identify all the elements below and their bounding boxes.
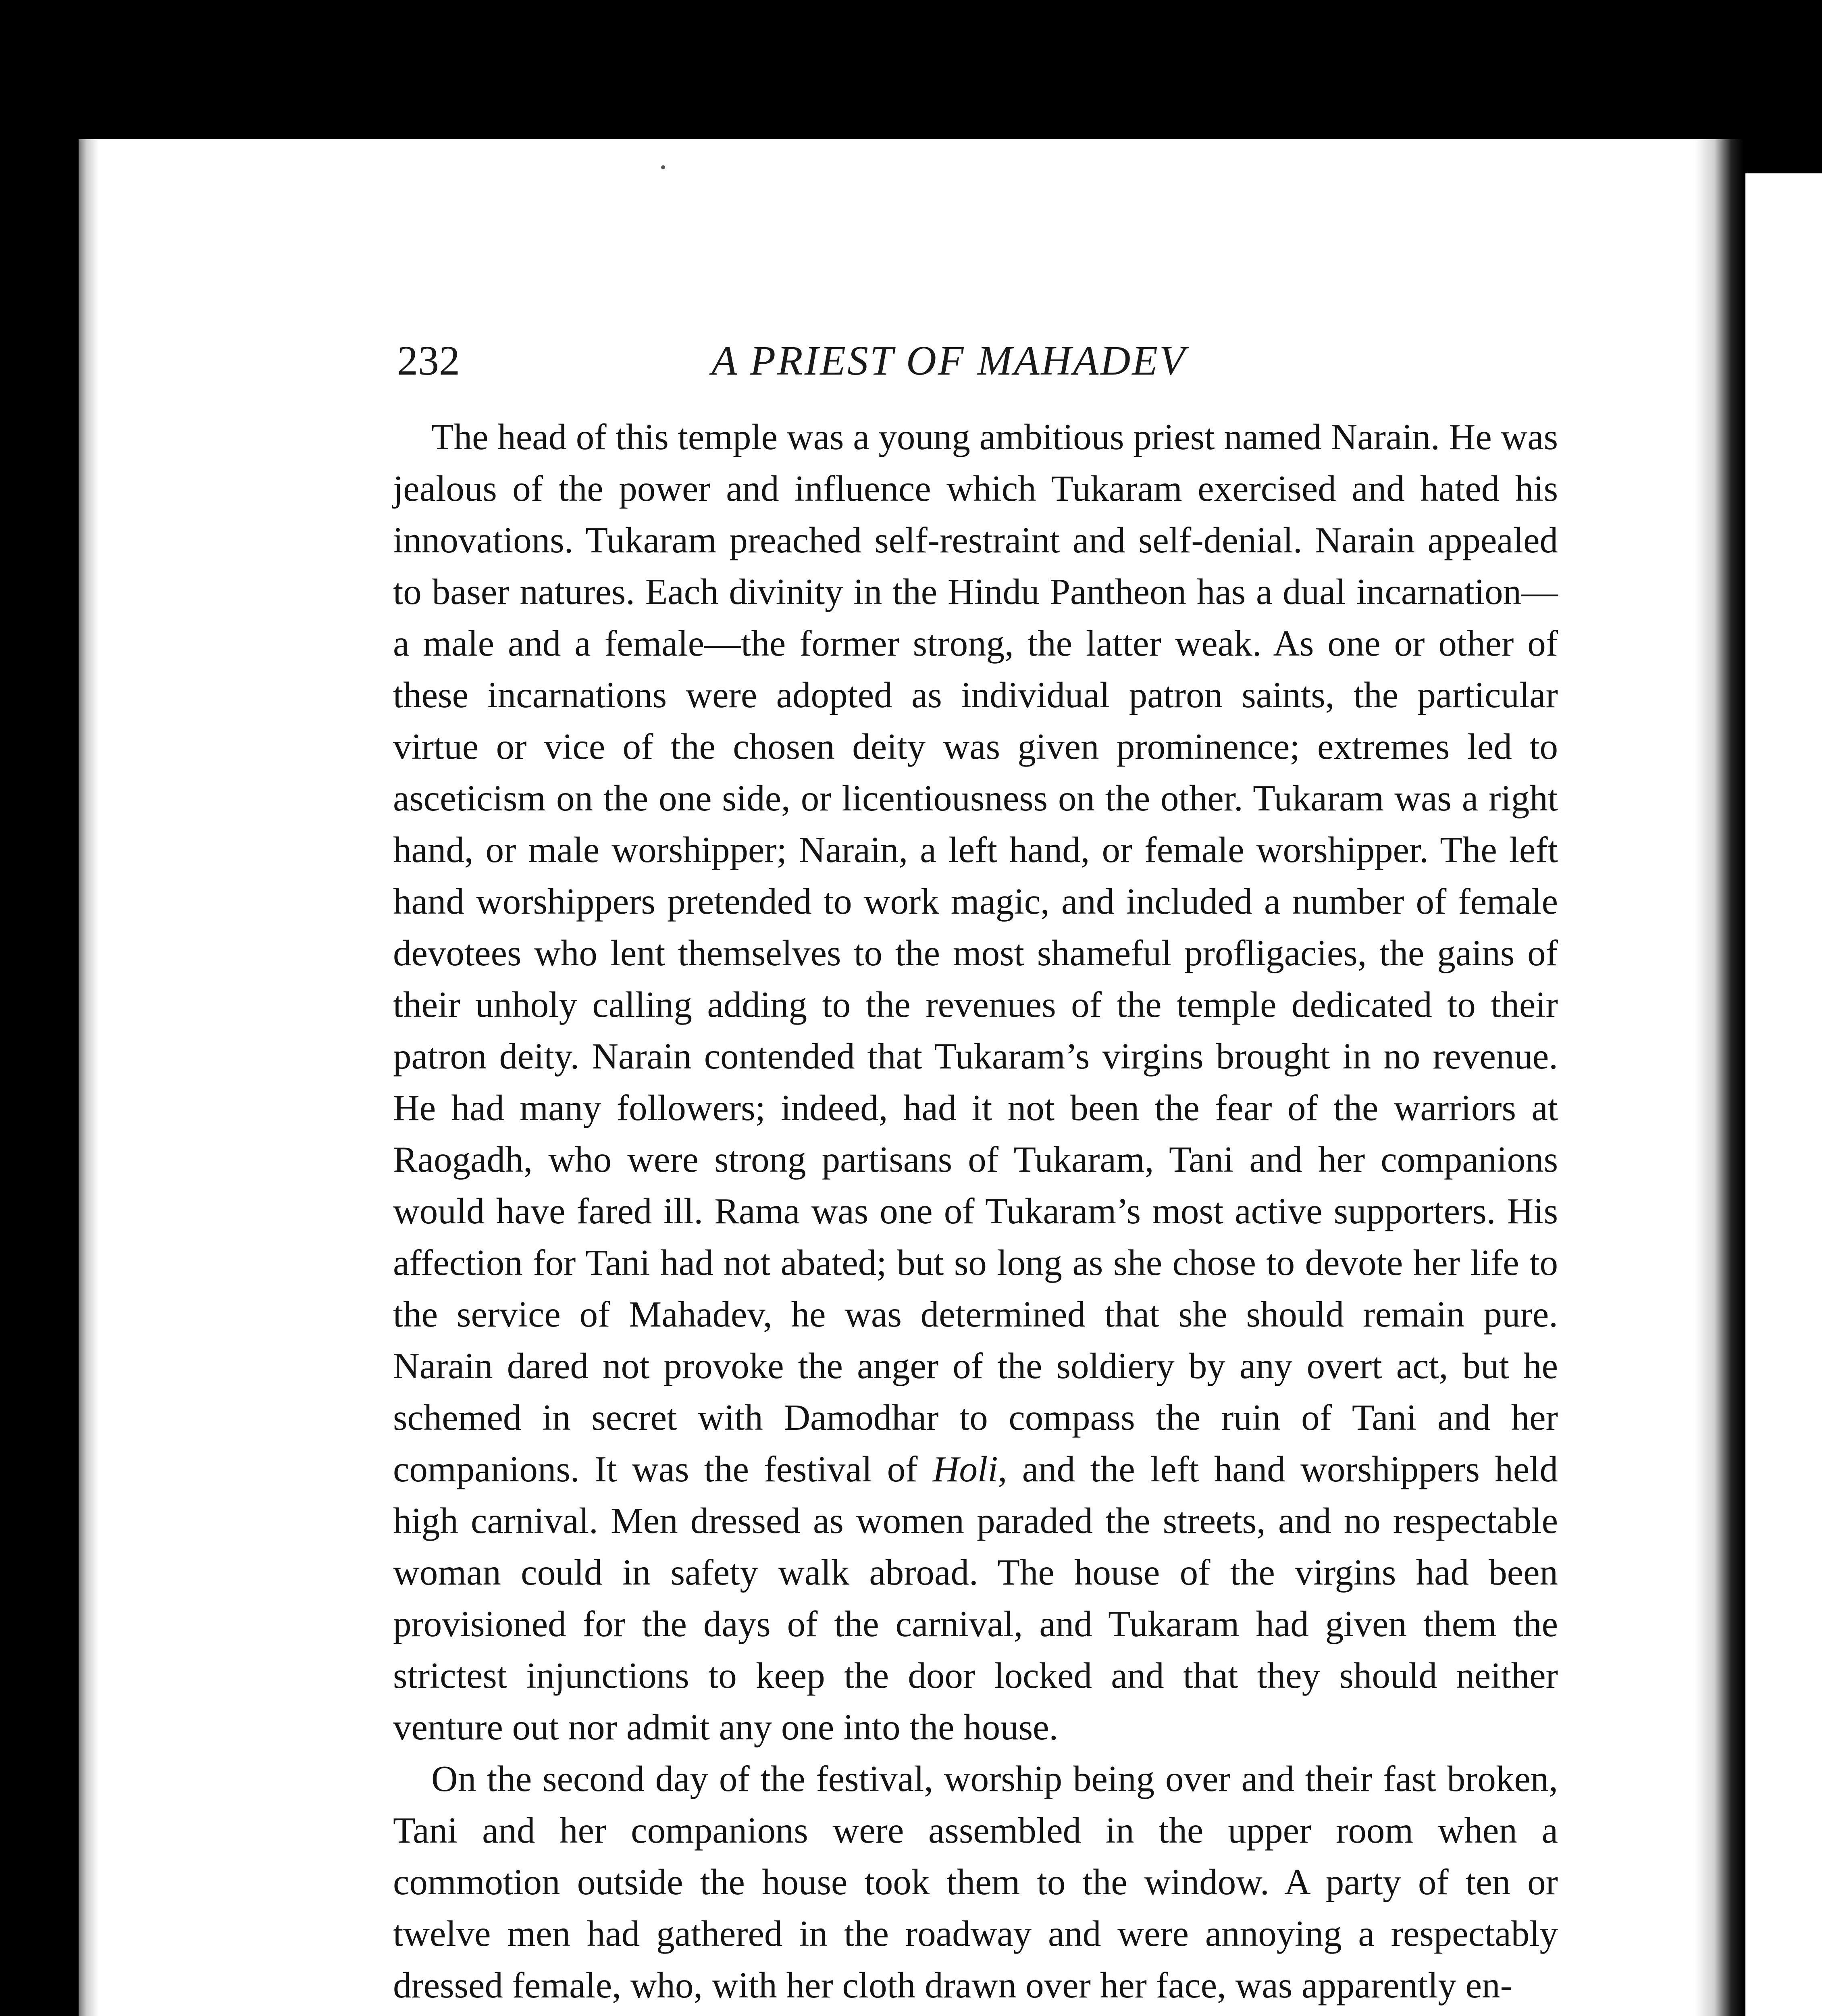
scan-speck bbox=[661, 165, 665, 169]
page-number: 232 bbox=[397, 337, 460, 384]
body-text bbox=[393, 411, 1558, 2011]
gutter-shadow bbox=[1695, 139, 1743, 2016]
italic-term: Holi bbox=[932, 1449, 998, 1489]
page-left-edge bbox=[79, 139, 99, 2016]
paragraph-text-continued: , and the left hand worshippers held high carnival. Men dressed as women paraded the streets, and no respectable woman could in safety walk abroad. The house of the virgins had been provisioned for the days of the carnival, and Tukaram had given them the strictest injunctions to keep the door locked and that they should neither venture out nor admit any one into the house. bbox=[393, 1449, 1558, 1747]
adjacent-page-edge bbox=[1745, 173, 1822, 2016]
paragraph: On the second day of the festival, worship being over and their fast broken, Tani and her companions were assembled in the upper room when a commotion outside the house took them to the window. A party of ten or twelve men had gathered in the roadway and were annoying a respectably dressed female, who, with her cloth drawn over her face, was apparently en- bbox=[393, 1758, 1558, 2006]
running-head: A PRIEST OF MAHADEV bbox=[711, 337, 1187, 384]
paragraph-text: The head of this temple was a young ambitious priest named Narain. He was jealous of the power and influence which Tukaram exercised and hated his innovations. Tukaram preached self-restraint and self-denial. Narain appealed to baser natures. Each divinity in the Hindu Pantheon has a dual incarnation—a male and a female—the former strong, the latter weak. As one or other of these incarnations were adopted as individual patron saints, the particular virtue or vice of the chosen deity was given prominence; extremes led to asceticism on the one side, or licentiousness on the other. Tukaram was a right hand, or male worshipper; Narain, a left hand, or female worshipper. The left hand worshippers pretended to work magic, and included a number of female devotees who lent themselves to the most shameful profligacies, the gains of their unholy calling adding to the revenues of the temple dedicated to their patron deity. Narain contended that Tukaram’s virgins brought in no revenue. He had many followers; indeed, had it not been the fear of the warriors at Raogadh, who were strong partisans of Tukaram, Tani and her companions would have fared ill. Rama was one of Tukaram’s most active supporters. His affection for Tani had not abated; but so long as she chose to devote her life to the service of Mahadev, he was determined that she should remain pure. Narain dared not provoke the anger of the soldiery by any overt act, but he schemed in secret with Damodhar to compass the ruin of Tani and her companions. It was the festival of bbox=[393, 417, 1558, 1489]
paragraph bbox=[393, 411, 1558, 1753]
page-header bbox=[397, 333, 1558, 389]
